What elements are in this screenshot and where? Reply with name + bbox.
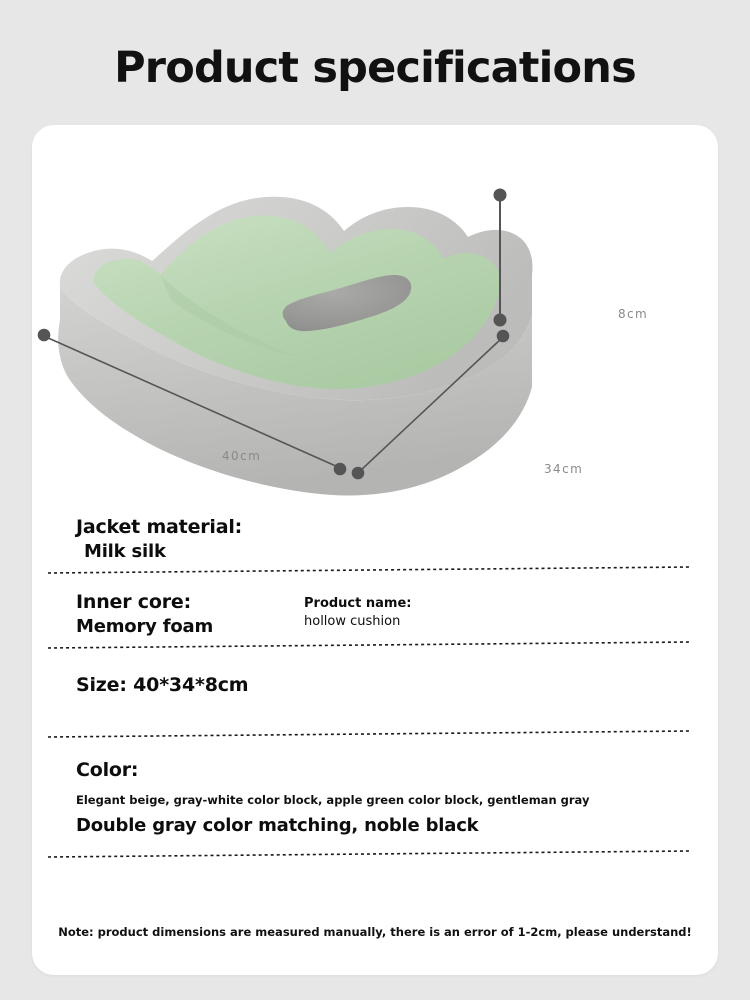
spec-row-color bbox=[32, 758, 718, 838]
color-label: Color: bbox=[76, 758, 139, 781]
color-options-small: Elegant beige, gray-white color block, apple green color block, gentleman gray bbox=[76, 792, 590, 807]
jacket-material-label: Jacket material: bbox=[76, 516, 243, 538]
spec-row-jacket-material bbox=[32, 515, 718, 564]
dimension-label-height: 8cm bbox=[618, 307, 649, 321]
divider-1 bbox=[48, 564, 690, 576]
inner-core-group bbox=[76, 590, 304, 639]
inner-core-value: Memory foam bbox=[76, 615, 214, 637]
divider-3 bbox=[48, 728, 690, 740]
size-label: Size: 40*34*8cm bbox=[76, 673, 249, 696]
color-options-main: Double gray color matching, noble black bbox=[76, 814, 479, 836]
dimension-label-width: 40cm bbox=[222, 449, 262, 463]
divider-4 bbox=[48, 848, 690, 860]
jacket-material-value: Milk silk bbox=[84, 541, 166, 563]
product-illustration bbox=[32, 165, 718, 540]
specification-list bbox=[32, 515, 718, 860]
divider-2 bbox=[48, 639, 690, 651]
measurement-note: Note: product dimensions are measured manually, there is an error of 1-2cm, please understand! bbox=[58, 925, 692, 939]
specification-card bbox=[32, 125, 718, 975]
product-name-group bbox=[304, 590, 684, 631]
dimension-label-depth: 34cm bbox=[544, 462, 584, 476]
spec-row-size bbox=[32, 673, 718, 698]
product-name-value: hollow cushion bbox=[304, 613, 401, 629]
inner-core-label: Inner core: bbox=[76, 590, 191, 613]
product-name-label: Product name: bbox=[304, 595, 412, 611]
spec-row-inner-core bbox=[32, 590, 718, 639]
page-title: Product specifications bbox=[114, 43, 636, 93]
